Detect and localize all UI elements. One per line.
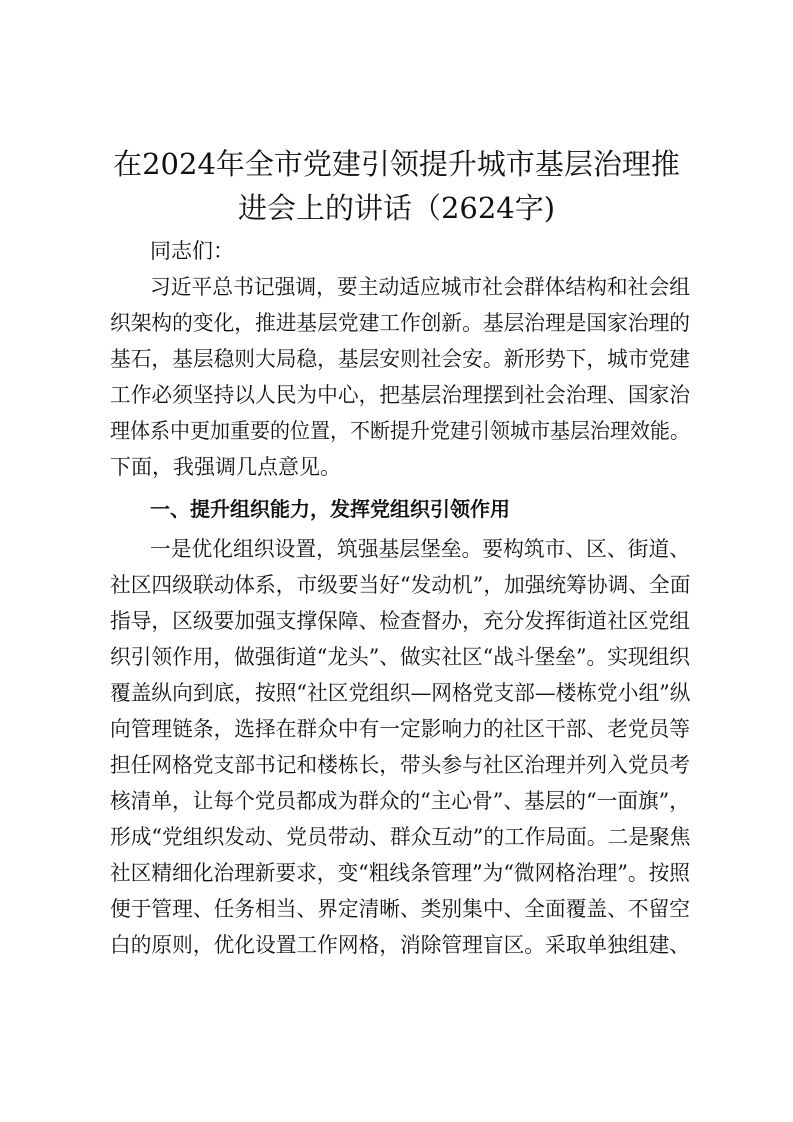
paragraph-1-line: 下面，我强调几点意见。 bbox=[110, 455, 341, 479]
paragraph-2-line: 社区四级联动体系，市级要当好“发动机”，加强统筹协调、全面 bbox=[110, 573, 691, 597]
salutation: 同志们： bbox=[150, 239, 234, 263]
paragraph-2-line: 担任网格党支部书记和楼栋长，带头参与社区治理并列入党员考 bbox=[110, 753, 691, 777]
paragraph-1-line: 习近平总书记强调，要主动适应城市社会群体结构和社会组 bbox=[150, 275, 690, 299]
paragraph-2-line: 白的原则，优化设置工作网格，消除管理盲区。采取单独组建、 bbox=[110, 933, 691, 957]
document-title-line-1: 在2024年全市党建引领提升城市基层治理推 bbox=[113, 147, 680, 181]
paragraph-1-line: 理体系中更加重要的位置，不断提升党建引领城市基层治理效能。 bbox=[110, 419, 691, 443]
paragraph-2-line: 社区精细化治理新要求，变“粗线条管理”为“微网格治理”。按照 bbox=[110, 861, 690, 885]
section-1-heading: 一、提升组织能力，发挥党组织引领作用 bbox=[150, 497, 510, 521]
paragraph-2-line: 覆盖纵向到底，按照“社区党组织—网格党支部—楼栋党小组”纵 bbox=[110, 681, 691, 705]
paragraph-2-line: 形成“党组织发动、党员带动、群众互动”的工作局面。二是聚焦 bbox=[110, 825, 691, 849]
paragraph-1-line: 基石，基层稳则大局稳，基层安则社会安。新形势下，城市党建 bbox=[110, 347, 691, 371]
paragraph-2-line: 一是优化组织设置，筑强基层堡垒。要构筑市、区、街道、 bbox=[150, 537, 690, 561]
paragraph-1-line: 工作必须坚持以人民为中心，把基层治理摆到社会治理、国家治 bbox=[110, 383, 691, 407]
paragraph-2-line: 指导，区级要加强支撑保障、检查督办，充分发挥街道社区党组 bbox=[110, 609, 691, 633]
paragraph-2-line: 向管理链条，选择在群众中有一定影响力的社区干部、老党员等 bbox=[110, 717, 691, 741]
paragraph-2-line: 核清单，让每个党员都成为群众的“主心骨”、基层的“一面旗”， bbox=[110, 789, 690, 813]
paragraph-1-line: 织架构的变化，推进基层党建工作创新。基层治理是国家治理的 bbox=[110, 311, 691, 335]
paragraph-2-line: 织引领作用，做强街道“龙头”、做实社区“战斗堡垒”。实现组织 bbox=[110, 645, 690, 669]
paragraph-2-line: 便于管理、任务相当、界定清晰、类别集中、全面覆盖、不留空 bbox=[110, 897, 691, 921]
document-title-line-2: 进会上的讲话（2624字) bbox=[237, 191, 556, 225]
